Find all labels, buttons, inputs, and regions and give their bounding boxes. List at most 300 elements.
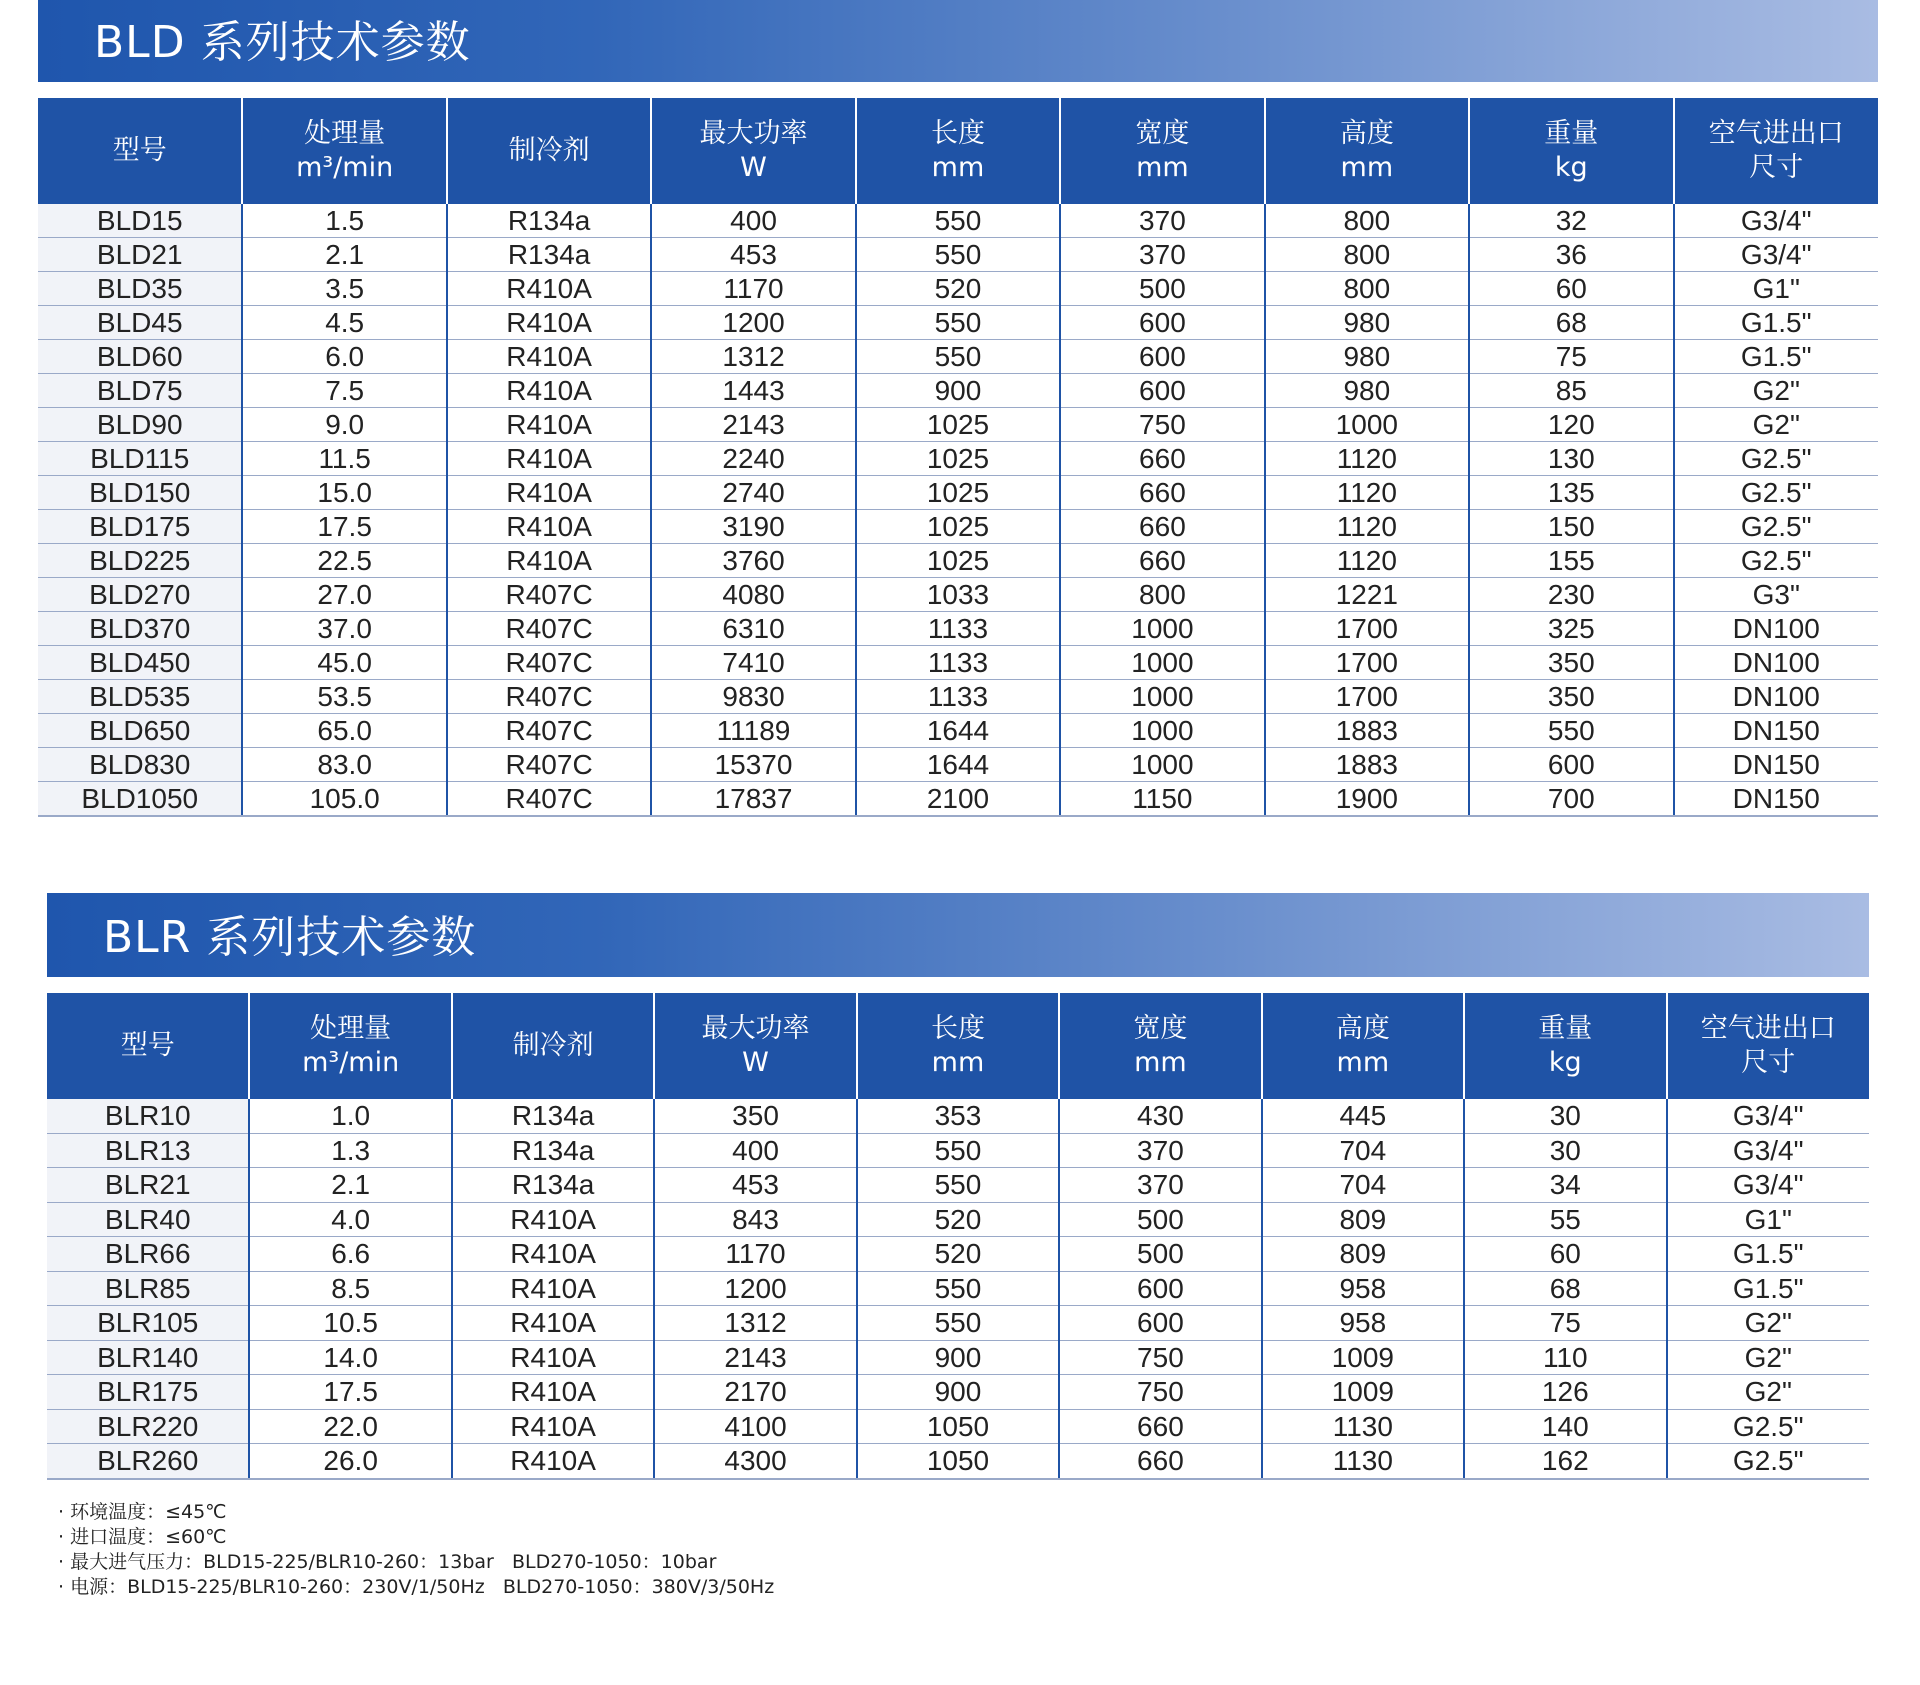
table-cell: 1050 xyxy=(857,1444,1059,1479)
table-cell: R410A xyxy=(447,544,651,578)
model-cell: BLR85 xyxy=(47,1271,249,1306)
table-cell: 453 xyxy=(651,238,855,272)
table-cell: 22.0 xyxy=(249,1409,451,1444)
column-header xyxy=(1464,993,1666,1099)
model-cell: BLD270 xyxy=(38,578,242,612)
table-cell: 1120 xyxy=(1265,510,1469,544)
column-header-unit: mm xyxy=(1340,152,1394,183)
table-cell: 370 xyxy=(1059,1133,1261,1168)
column-header-label: 处理量 xyxy=(310,1013,392,1044)
table-cell: 1700 xyxy=(1265,646,1469,680)
table-cell: 550 xyxy=(857,1133,1059,1168)
table-row xyxy=(38,238,1878,272)
table-cell: 800 xyxy=(1060,578,1264,612)
model-cell: BLD450 xyxy=(38,646,242,680)
table-cell: 843 xyxy=(654,1202,856,1237)
column-header-label: 重量 xyxy=(1538,1013,1593,1044)
table-cell: R410A xyxy=(452,1375,654,1410)
table-cell: G1.5" xyxy=(1674,340,1879,374)
table-cell: R410A xyxy=(452,1202,654,1237)
column-header xyxy=(651,98,855,204)
column-header xyxy=(1667,993,1870,1099)
table-cell: 370 xyxy=(1060,204,1264,238)
table-cell: 660 xyxy=(1060,510,1264,544)
table-cell: 600 xyxy=(1060,306,1264,340)
table-cell: 900 xyxy=(857,1340,1059,1375)
model-cell: BLR13 xyxy=(47,1133,249,1168)
table-cell: 550 xyxy=(856,340,1060,374)
column-header xyxy=(1262,993,1464,1099)
table-cell: 7.5 xyxy=(242,374,446,408)
table-cell: DN100 xyxy=(1674,680,1879,714)
model-cell: BLR220 xyxy=(47,1409,249,1444)
table-row xyxy=(38,442,1878,476)
table-cell: 14.0 xyxy=(249,1340,451,1375)
table-cell: R407C xyxy=(447,612,651,646)
table-cell: 4300 xyxy=(654,1444,856,1479)
column-header-unit: W xyxy=(742,1047,769,1078)
table-cell: G3/4" xyxy=(1674,204,1879,238)
table-cell: R410A xyxy=(447,510,651,544)
table-cell: 4080 xyxy=(651,578,855,612)
table-cell: 800 xyxy=(1265,204,1469,238)
table-row xyxy=(38,782,1878,817)
table-cell: 1312 xyxy=(654,1306,856,1341)
table-cell: R134a xyxy=(447,204,651,238)
bld-header-row xyxy=(38,98,1878,204)
model-cell: BLD75 xyxy=(38,374,242,408)
table-cell: 520 xyxy=(857,1237,1059,1272)
table-cell: R410A xyxy=(447,408,651,442)
table-cell: G1.5" xyxy=(1667,1237,1870,1272)
table-cell: 130 xyxy=(1469,442,1673,476)
table-cell: 660 xyxy=(1059,1444,1261,1479)
table-cell: 1221 xyxy=(1265,578,1469,612)
table-cell: R134a xyxy=(452,1099,654,1133)
column-header xyxy=(47,993,249,1099)
table-cell: R134a xyxy=(447,238,651,272)
table-cell: R410A xyxy=(447,374,651,408)
table-cell: 1025 xyxy=(856,510,1060,544)
column-header-label: 型号 xyxy=(120,1030,175,1061)
column-header-label: 高度 xyxy=(1339,118,1394,149)
table-cell: 15370 xyxy=(651,748,855,782)
column-header-label: 最大功率 xyxy=(699,118,808,149)
column-header-unit: 尺寸 xyxy=(1749,152,1804,183)
column-header xyxy=(1060,98,1264,204)
table-cell: 1883 xyxy=(1265,714,1469,748)
table-cell: 1000 xyxy=(1060,748,1264,782)
table-cell: 520 xyxy=(856,272,1060,306)
table-cell: G3/4" xyxy=(1667,1133,1870,1168)
blr-header-row xyxy=(47,993,1869,1099)
table-cell: 17.5 xyxy=(249,1375,451,1410)
table-cell: 53.5 xyxy=(242,680,446,714)
table-cell: R410A xyxy=(447,442,651,476)
model-cell: BLD15 xyxy=(38,204,242,238)
table-cell: 27.0 xyxy=(242,578,446,612)
table-cell: DN150 xyxy=(1674,714,1879,748)
table-cell: G2.5" xyxy=(1667,1409,1870,1444)
table-cell: 11.5 xyxy=(242,442,446,476)
table-cell: 350 xyxy=(1469,646,1673,680)
column-header-unit: 尺寸 xyxy=(1741,1047,1796,1078)
model-cell: BLD225 xyxy=(38,544,242,578)
table-cell: 1.3 xyxy=(249,1133,451,1168)
table-cell: 6.6 xyxy=(249,1237,451,1272)
table-cell: G2" xyxy=(1674,374,1879,408)
table-cell: 958 xyxy=(1262,1306,1464,1341)
table-cell: R134a xyxy=(452,1168,654,1203)
table-cell: 660 xyxy=(1059,1409,1261,1444)
table-cell: 550 xyxy=(856,204,1060,238)
table-cell: 1120 xyxy=(1265,442,1469,476)
table-cell: 1170 xyxy=(651,272,855,306)
table-row xyxy=(38,748,1878,782)
model-cell: BLD21 xyxy=(38,238,242,272)
table-cell: 350 xyxy=(654,1099,856,1133)
table-cell: R407C xyxy=(447,748,651,782)
table-cell: 600 xyxy=(1060,340,1264,374)
table-cell: 660 xyxy=(1060,544,1264,578)
column-header xyxy=(452,993,654,1099)
table-row xyxy=(47,1444,1869,1479)
column-header-unit: m³/min xyxy=(302,1047,400,1078)
table-cell: 2740 xyxy=(651,476,855,510)
table-cell: 958 xyxy=(1262,1271,1464,1306)
table-cell: DN100 xyxy=(1674,612,1879,646)
table-cell: 60 xyxy=(1469,272,1673,306)
column-header-label: 长度 xyxy=(930,118,985,149)
table-cell: 37.0 xyxy=(242,612,446,646)
model-cell: BLR10 xyxy=(47,1099,249,1133)
table-cell: 2240 xyxy=(651,442,855,476)
model-cell: BLR175 xyxy=(47,1375,249,1410)
table-cell: 1312 xyxy=(651,340,855,374)
model-cell: BLD35 xyxy=(38,272,242,306)
table-cell: 2.1 xyxy=(242,238,446,272)
table-row xyxy=(47,1133,1869,1168)
table-cell: 1170 xyxy=(654,1237,856,1272)
column-header-label: 宽度 xyxy=(1135,118,1190,149)
table-cell: G2.5" xyxy=(1674,476,1879,510)
bld-spec-table xyxy=(38,98,1878,817)
table-cell: 1120 xyxy=(1265,476,1469,510)
bld-title: BLD 系列技术参数 xyxy=(94,17,471,68)
table-cell: 1000 xyxy=(1060,680,1264,714)
table-row xyxy=(38,510,1878,544)
table-cell: 68 xyxy=(1464,1271,1666,1306)
table-cell: 370 xyxy=(1059,1168,1261,1203)
column-header-label: 型号 xyxy=(112,135,167,166)
table-cell: 1.0 xyxy=(249,1099,451,1133)
table-cell: R410A xyxy=(452,1409,654,1444)
blr-title: BLR 系列技术参数 xyxy=(103,912,477,963)
table-cell: 3190 xyxy=(651,510,855,544)
table-cell: 230 xyxy=(1469,578,1673,612)
table-cell: 809 xyxy=(1262,1202,1464,1237)
table-row xyxy=(38,408,1878,442)
table-cell: 36 xyxy=(1469,238,1673,272)
table-cell: 1883 xyxy=(1265,748,1469,782)
table-cell: G3/4" xyxy=(1667,1168,1870,1203)
table-cell: 1900 xyxy=(1265,782,1469,817)
model-cell: BLR105 xyxy=(47,1306,249,1341)
column-header-label: 长度 xyxy=(930,1013,985,1044)
table-cell: 6310 xyxy=(651,612,855,646)
table-cell: 126 xyxy=(1464,1375,1666,1410)
table-cell: 704 xyxy=(1262,1133,1464,1168)
table-row xyxy=(38,374,1878,408)
table-cell: 4.5 xyxy=(242,306,446,340)
table-cell: 1644 xyxy=(856,714,1060,748)
blr-spec-table xyxy=(47,993,1869,1480)
table-cell: 1025 xyxy=(856,476,1060,510)
table-row xyxy=(38,578,1878,612)
table-cell: 430 xyxy=(1059,1099,1261,1133)
table-cell: 26.0 xyxy=(249,1444,451,1479)
table-cell: 135 xyxy=(1469,476,1673,510)
table-cell: 550 xyxy=(857,1271,1059,1306)
table-cell: 3.5 xyxy=(242,272,446,306)
table-cell: 1120 xyxy=(1265,544,1469,578)
table-cell: 500 xyxy=(1059,1202,1261,1237)
table-cell: 809 xyxy=(1262,1237,1464,1272)
table-cell: 980 xyxy=(1265,374,1469,408)
table-cell: R407C xyxy=(447,578,651,612)
model-cell: BLR140 xyxy=(47,1340,249,1375)
table-row xyxy=(47,1306,1869,1341)
table-cell: R410A xyxy=(452,1444,654,1479)
column-header xyxy=(1469,98,1673,204)
column-header-unit: mm xyxy=(1136,152,1189,183)
note-power-supply: · 电源：BLD15-225/BLR10-260：230V/1/50Hz BLD270-1050：380V/3/50Hz xyxy=(58,1576,775,1598)
column-header xyxy=(447,98,651,204)
table-cell: 900 xyxy=(856,374,1060,408)
model-cell: BLR260 xyxy=(47,1444,249,1479)
table-cell: 9830 xyxy=(651,680,855,714)
table-cell: 65.0 xyxy=(242,714,446,748)
column-header-label: 空气进出口 xyxy=(1700,1013,1836,1044)
table-cell: 1025 xyxy=(856,442,1060,476)
table-cell: 22.5 xyxy=(242,544,446,578)
table-cell: 1000 xyxy=(1060,714,1264,748)
model-cell: BLD650 xyxy=(38,714,242,748)
table-cell: 600 xyxy=(1059,1306,1261,1341)
table-cell: G2.5" xyxy=(1674,544,1879,578)
table-cell: G2" xyxy=(1667,1306,1870,1341)
table-cell: R407C xyxy=(447,680,651,714)
table-cell: R410A xyxy=(447,476,651,510)
table-row xyxy=(47,1202,1869,1237)
table-cell: 155 xyxy=(1469,544,1673,578)
table-cell: 75 xyxy=(1469,340,1673,374)
note-inlet-temp: · 进口温度：≤60℃ xyxy=(58,1526,227,1548)
table-cell: 660 xyxy=(1060,442,1264,476)
table-cell: 445 xyxy=(1262,1099,1464,1133)
table-cell: 1.5 xyxy=(242,204,446,238)
table-cell: 1009 xyxy=(1262,1340,1464,1375)
table-cell: 2143 xyxy=(654,1340,856,1375)
column-header xyxy=(1059,993,1261,1099)
table-cell: 1150 xyxy=(1060,782,1264,817)
table-cell: 325 xyxy=(1469,612,1673,646)
table-cell: 10.5 xyxy=(249,1306,451,1341)
table-cell: 17.5 xyxy=(242,510,446,544)
table-cell: 8.5 xyxy=(249,1271,451,1306)
table-cell: 162 xyxy=(1464,1444,1666,1479)
table-cell: 1200 xyxy=(654,1271,856,1306)
table-cell: G2" xyxy=(1667,1375,1870,1410)
table-row xyxy=(47,1409,1869,1444)
table-cell: 9.0 xyxy=(242,408,446,442)
table-cell: 1133 xyxy=(856,612,1060,646)
table-cell: R134a xyxy=(452,1133,654,1168)
table-cell: 15.0 xyxy=(242,476,446,510)
table-cell: DN150 xyxy=(1674,748,1879,782)
column-header-unit: W xyxy=(740,152,767,183)
table-cell: 453 xyxy=(654,1168,856,1203)
table-cell: 704 xyxy=(1262,1168,1464,1203)
table-cell: 600 xyxy=(1059,1271,1261,1306)
table-cell: 32 xyxy=(1469,204,1673,238)
table-cell: 800 xyxy=(1265,272,1469,306)
model-cell: BLR40 xyxy=(47,1202,249,1237)
table-cell: 750 xyxy=(1060,408,1264,442)
table-cell: 1130 xyxy=(1262,1409,1464,1444)
column-header-unit: mm xyxy=(931,152,985,183)
model-cell: BLD535 xyxy=(38,680,242,714)
table-cell: G3/4" xyxy=(1667,1099,1870,1133)
column-header-label: 制冷剂 xyxy=(508,135,590,166)
column-header xyxy=(856,98,1060,204)
table-cell: 3760 xyxy=(651,544,855,578)
table-row xyxy=(38,476,1878,510)
table-cell: G1.5" xyxy=(1674,306,1879,340)
table-cell: 500 xyxy=(1059,1237,1261,1272)
table-cell: 1130 xyxy=(1262,1444,1464,1479)
column-header-label: 处理量 xyxy=(304,118,386,149)
table-cell: 520 xyxy=(857,1202,1059,1237)
table-cell: 980 xyxy=(1265,306,1469,340)
column-header-label: 重量 xyxy=(1544,118,1599,149)
bld-table-body xyxy=(38,204,1878,816)
table-row xyxy=(47,1237,1869,1272)
column-header-label: 最大功率 xyxy=(701,1013,810,1044)
table-row xyxy=(38,204,1878,238)
table-cell: 85 xyxy=(1469,374,1673,408)
table-cell: 68 xyxy=(1469,306,1673,340)
table-cell: 1000 xyxy=(1265,408,1469,442)
table-row xyxy=(47,1375,1869,1410)
table-cell: 1133 xyxy=(856,680,1060,714)
table-cell: G3" xyxy=(1674,578,1879,612)
table-cell: 1000 xyxy=(1060,646,1264,680)
table-cell: 1025 xyxy=(856,544,1060,578)
column-header-unit: mm xyxy=(1336,1047,1390,1078)
table-cell: R407C xyxy=(447,782,651,817)
column-header-unit: kg xyxy=(1554,152,1588,183)
table-cell: DN100 xyxy=(1674,646,1879,680)
model-cell: BLD1050 xyxy=(38,782,242,817)
table-cell: 1000 xyxy=(1060,612,1264,646)
table-cell: G3/4" xyxy=(1674,238,1879,272)
column-header-label: 宽度 xyxy=(1133,1013,1188,1044)
table-cell: 550 xyxy=(1469,714,1673,748)
table-row xyxy=(38,646,1878,680)
blr-table-body xyxy=(47,1099,1869,1479)
table-cell: R410A xyxy=(447,306,651,340)
table-cell: R410A xyxy=(452,1271,654,1306)
table-row xyxy=(47,1099,1869,1133)
column-header-label: 制冷剂 xyxy=(512,1030,594,1061)
table-cell: 550 xyxy=(857,1306,1059,1341)
table-row xyxy=(38,714,1878,748)
table-cell: 1050 xyxy=(857,1409,1059,1444)
table-cell: 83.0 xyxy=(242,748,446,782)
table-cell: 600 xyxy=(1060,374,1264,408)
model-cell: BLD90 xyxy=(38,408,242,442)
table-cell: R410A xyxy=(447,272,651,306)
column-header xyxy=(249,993,451,1099)
column-header xyxy=(1674,98,1879,204)
table-cell: 1033 xyxy=(856,578,1060,612)
column-header-unit: mm xyxy=(1134,1047,1187,1078)
table-cell: 6.0 xyxy=(242,340,446,374)
table-cell: 1443 xyxy=(651,374,855,408)
table-row xyxy=(47,1168,1869,1203)
table-row xyxy=(38,272,1878,306)
table-cell: 800 xyxy=(1265,238,1469,272)
table-row xyxy=(38,340,1878,374)
table-row xyxy=(38,680,1878,714)
blr-title-banner xyxy=(47,893,1869,977)
table-cell: 45.0 xyxy=(242,646,446,680)
model-cell: BLD370 xyxy=(38,612,242,646)
table-cell: R407C xyxy=(447,646,651,680)
table-cell: 120 xyxy=(1469,408,1673,442)
table-cell: 900 xyxy=(857,1375,1059,1410)
table-row xyxy=(38,544,1878,578)
table-cell: 750 xyxy=(1059,1340,1261,1375)
table-cell: 2143 xyxy=(651,408,855,442)
column-header-label: 高度 xyxy=(1335,1013,1390,1044)
table-cell: G2.5" xyxy=(1667,1444,1870,1479)
model-cell: BLD115 xyxy=(38,442,242,476)
table-cell: 550 xyxy=(856,238,1060,272)
table-cell: 4.0 xyxy=(249,1202,451,1237)
table-cell: 2170 xyxy=(654,1375,856,1410)
table-cell: R410A xyxy=(447,340,651,374)
table-cell: 600 xyxy=(1469,748,1673,782)
spec-notes xyxy=(58,1500,774,1600)
table-cell: 1700 xyxy=(1265,680,1469,714)
table-cell: 550 xyxy=(857,1168,1059,1203)
table-cell: 1009 xyxy=(1262,1375,1464,1410)
table-cell: 4100 xyxy=(654,1409,856,1444)
table-cell: 1133 xyxy=(856,646,1060,680)
table-cell: 30 xyxy=(1464,1133,1666,1168)
table-cell: 7410 xyxy=(651,646,855,680)
table-cell: G2" xyxy=(1667,1340,1870,1375)
table-cell: G2.5" xyxy=(1674,442,1879,476)
table-cell: DN150 xyxy=(1674,782,1879,817)
table-cell: 700 xyxy=(1469,782,1673,817)
table-cell: 2100 xyxy=(856,782,1060,817)
table-row xyxy=(47,1340,1869,1375)
table-cell: 1644 xyxy=(856,748,1060,782)
model-cell: BLD175 xyxy=(38,510,242,544)
